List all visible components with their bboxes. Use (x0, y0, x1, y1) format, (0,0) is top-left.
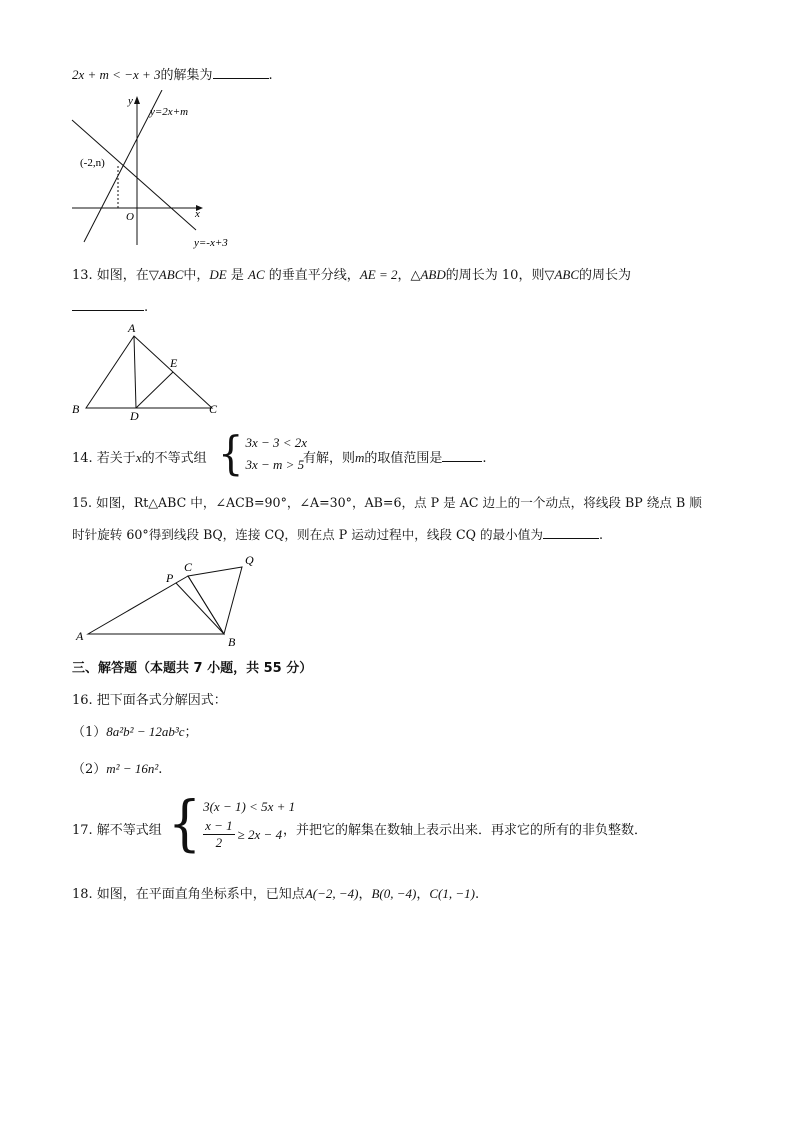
q13-tri2: △ABD (410, 267, 446, 282)
q13-t-b: 中， (183, 268, 210, 283)
q15-period: . (598, 527, 603, 542)
q12-text: 2x + m < −x + 3的解集为 . (72, 67, 273, 83)
q16-p1-end: ； (184, 725, 198, 740)
y-axis-label: y (128, 95, 133, 107)
q17-system (168, 789, 296, 858)
section-title: 三、解答题（本题共 7 小题，共 55 分） (72, 661, 313, 676)
q13-text (72, 266, 631, 285)
label-a: A (128, 321, 136, 335)
triangle-abc (88, 576, 224, 634)
q17-ineq2-rest: ≥ 2x − 4 (237, 826, 283, 842)
line-y-neg-x-3 (72, 120, 196, 230)
q15-figure (70, 552, 270, 652)
q13-tri1: ▽ABC (148, 267, 184, 282)
q18-point-c: C(1, −1) (429, 886, 475, 901)
q14-lead: 14. 若关于 (72, 451, 136, 466)
q13-ae: AE = 2 (359, 267, 398, 282)
q13-period: . (144, 300, 149, 315)
q14-text-tail (303, 449, 487, 468)
label-b: B (72, 402, 80, 416)
q14-ineq1: 3x − 3 < 2x (245, 435, 308, 450)
q18-period: . (474, 887, 480, 902)
q14-var-x: x (135, 450, 142, 465)
y-axis-arrow (134, 96, 140, 104)
left-brace-icon: { (168, 789, 202, 858)
q13-t-c: 是 (230, 268, 244, 283)
q13-triangle-figure (66, 318, 226, 424)
segment-de (136, 372, 173, 408)
q17-lead: 17. 解不等式组 (72, 823, 162, 838)
q18-lead: 18. 如图，在平面直角坐标系中，已知点 (72, 887, 305, 902)
q14-answer-blank[interactable] (442, 449, 482, 462)
q16-part1 (72, 723, 198, 742)
q17-tail: ，并把它的解集在数轴上表示出来．再求它的所有的非负整数． (283, 823, 648, 838)
q14-ineq2: 3x − m > 5 (245, 457, 305, 472)
line1-label: y=2x+m (150, 106, 189, 118)
q15-line2-wrap (72, 526, 603, 544)
label-p: P (166, 571, 174, 585)
q13-lead: 13. 如图，在 (72, 268, 149, 283)
q14-text-lead (72, 449, 207, 468)
q18-point-b: B(0, −4) (371, 886, 417, 901)
q14-t-b: 的不等式组 (141, 451, 207, 466)
origin-label: O (126, 211, 134, 223)
q18-sep2: ， (416, 887, 430, 902)
q12-answer-blank[interactable] (213, 66, 269, 79)
q17-frac-num: x − 1 (205, 818, 233, 833)
q16-p2-label: （2） (72, 762, 107, 777)
label-d: D (130, 409, 139, 423)
segment-bp (176, 583, 224, 634)
left-brace-icon: { (218, 427, 244, 481)
q13-t-g: 的周长为 (579, 268, 632, 283)
label-b: B (228, 635, 236, 649)
q16-p2-expr: m² − 16n² (106, 761, 159, 776)
q16-part2 (72, 760, 162, 779)
q13-de: DE (209, 267, 227, 282)
triangle-abc (86, 336, 212, 408)
q17-fraction (203, 818, 235, 851)
q17-frac-den: 2 (215, 835, 223, 850)
q12-suffix: 的解集为 (160, 68, 213, 83)
q16-p2-end: . (158, 762, 163, 777)
q15-answer-blank[interactable] (543, 526, 599, 539)
label-a: A (76, 629, 84, 643)
q14-t-c: 有解，则 (303, 451, 356, 466)
q12-inequality: 2x + m < −x + 3 (72, 67, 161, 82)
q18-point-a: A(−2, −4) (304, 886, 359, 901)
label-e: E (170, 356, 178, 370)
q18-text (72, 885, 479, 904)
q13-ac: AC (248, 267, 265, 282)
label-c: C (209, 402, 218, 416)
q13-answer-line (72, 298, 148, 317)
q13-t-e: ， (397, 268, 411, 283)
q14-system (218, 427, 308, 481)
label-q: Q (245, 553, 254, 567)
q17-ineq1: 3(x − 1) < 5x + 1 (203, 799, 296, 814)
q16-p1-expr: 8a²b² − 12ab³c (106, 724, 185, 739)
q15-line1: 15. 如图，Rt△ABC 中，∠ACB=90°，∠A=30°，AB=6，点 P 是 AC 边上的一个动点，将线段 BP 绕点 B 顺 (72, 495, 702, 510)
x-axis-label: x (195, 208, 200, 220)
q14-period: . (482, 451, 487, 466)
segment-ad (134, 336, 136, 408)
label-c: C (184, 560, 193, 574)
q14-var-m: m (355, 450, 365, 465)
q12-graph (66, 90, 246, 252)
q18-sep1: ， (358, 887, 372, 902)
q14-t-d: 的取值范围是 (364, 451, 443, 466)
q13-t-d: 的垂直平分线， (268, 268, 360, 283)
q13-tri3: ▽ABC (544, 267, 580, 282)
point-label: (-2,n) (80, 157, 105, 169)
q13-answer-blank[interactable] (72, 298, 144, 311)
q15-line2: 时针旋转 60°得到线段 BQ，连接 CQ，则在点 P 运动过程中，线段 CQ 的最小值为 (72, 527, 543, 542)
q16-title: 16. 把下面各式分解因式： (72, 693, 227, 708)
line2-label: y=-x+3 (194, 237, 228, 249)
q16-p1-label: （1） (72, 725, 107, 740)
q13-t-f: 的周长为 10，则 (445, 268, 545, 283)
